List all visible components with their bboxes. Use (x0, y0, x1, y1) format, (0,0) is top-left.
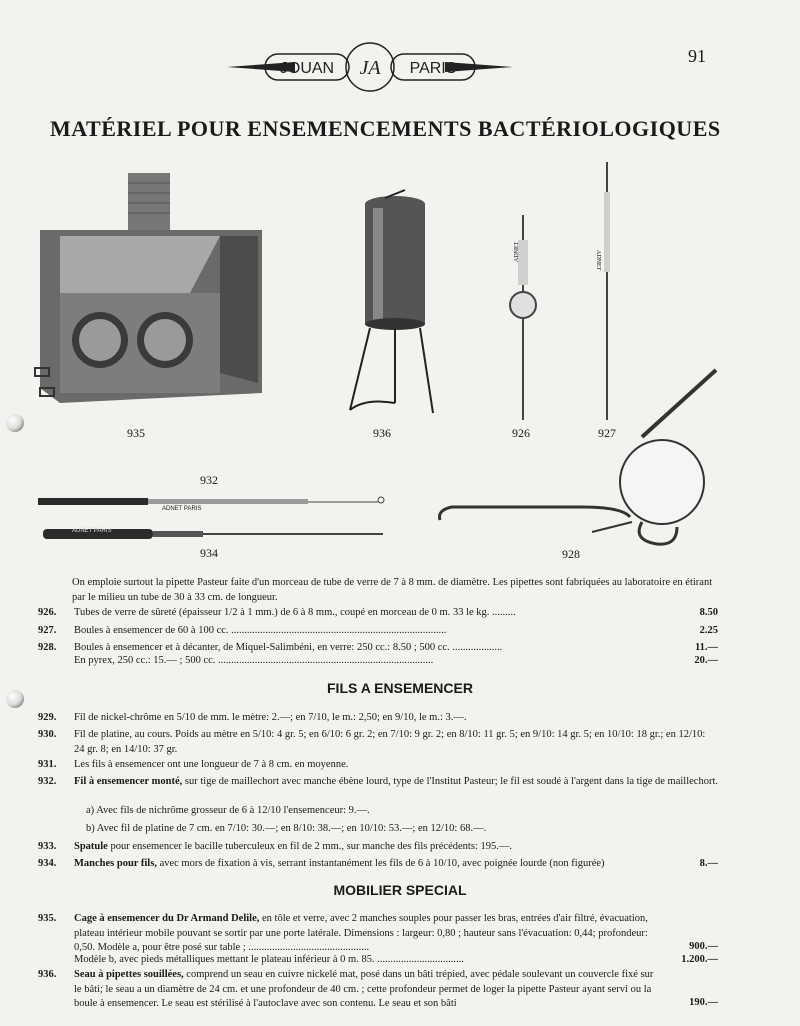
item-lead: Fil à ensemencer monté, (74, 776, 183, 787)
item-body: en tôle et verre, avec 2 manches souples pour passer les bras, entrées d'air filtré, évacuation, plateau intérieur mobile pouvant se sortir par une porte latérale. Dimensions : largeur: 0,80 ; hauteur sans l'évacuation: 0,44; profondeur: 0,50. Modèle a, pour être posé sur table ; .............................................. (74, 913, 648, 953)
section-heading-mobilier: MOBILIER SPECIAL (333, 882, 467, 898)
item-number: 932. (38, 776, 57, 787)
jouan-paris-logo (225, 40, 515, 94)
item-text (74, 857, 678, 872)
item-body: sur tige de maillechort avec manche ébène lourd, type de l'Institut Pasteur; le fil est soudé à l'argent dans la tige de maillechort. (182, 776, 718, 787)
item-number: 936. (38, 969, 57, 980)
item-price: 20.— (694, 655, 718, 666)
item-body: avec mors de fixation à vis, serrant instantanément les fils de 6 à 10/10, avec poignée lourde (non figurée) (156, 858, 605, 869)
adnet-paris-label-934: ADNET PARIS (72, 528, 112, 534)
item-lead: Spatule (74, 841, 108, 852)
intro-paragraph: On emploie surtout la pipette Pasteur faite d'un morceau de tube de verre de 7 à 8 mm. de diamètre. Les pipettes sont fabriquées au laboratoire en étirant par le milieu un tube de 30 à 33 cm. de longueur. (72, 577, 713, 603)
item-number: 934. (38, 858, 57, 869)
item-text: b) Avec fil de platine de 7 cm. en 7/10: 30.—; en 8/10: 38.—; en 10/10: 53.—; en 12/10: 68.—. (86, 823, 487, 834)
item-body: comprend un seau en cuivre nickelé mat, posé dans un bâti trépied, avec pédale soulevant un couvercle fixé sur le bâti; le seau a un diamètre de 24 cm. et une profondeur de 40 cm. ; cette profondeur permet de loger la pipette Pasteur ayant servi ou la boule à ensemencer. Le seau est stérilisé à l'autoclave avec son contenu. Le seau et son bâti (74, 969, 654, 1009)
item-text: Boules à ensemencer de 60 à 100 cc. .................................................................................. (74, 625, 447, 636)
figure-label-936: 936 (373, 426, 391, 440)
figure-label-932: 932 (200, 473, 218, 487)
item-lead: Cage à ensemencer du Dr Armand Delile, (74, 913, 260, 924)
item-text: Tubes de verre de sûreté (épaisseur 1/2 à 1 mm.) de 6 à 8 mm., coupé en morceau de 0 m. 33 le kg. ......... (74, 607, 516, 618)
item-text (74, 912, 656, 956)
item-price: 8.50 (699, 607, 718, 618)
page-number: 91 (688, 46, 706, 66)
item-lead: Manches pour fils, (74, 858, 157, 869)
figure-936-bucket-illustration (345, 188, 440, 418)
item-text: Modèle b, avec pieds métalliques mettant le plateau inférieur à 0 m. 85. ................................. (74, 954, 464, 965)
figure-label-926: 926 (512, 426, 530, 440)
figure-label-928: 928 (562, 547, 580, 561)
section-heading-fils: FILS A ENSEMENCER (327, 680, 473, 696)
adnet-label-926: ADNET (514, 241, 520, 262)
item-text: Boules à ensemencer et à décanter, de Miquel-Salimbéni, en verre: 250 cc.: 8.50 ; 500 cc. ................... (74, 642, 503, 653)
item-text (74, 968, 656, 1012)
item-text: a) Avec fils de nichrôme grosseur de 6 à 12/10 l'ensemenceur: 9.—. (86, 805, 370, 816)
item-number: 933. (38, 841, 57, 852)
item-price: 2.25 (699, 625, 718, 636)
item-price: 190.— (689, 997, 718, 1008)
adnet-paris-label-932: ADNET PARIS (162, 506, 202, 512)
figure-928-bulb-illustration (432, 362, 722, 552)
adnet-label-927: ADNET (595, 250, 601, 271)
item-number: 929. (38, 712, 57, 723)
figure-label-934: 934 (200, 546, 218, 560)
item-number: 928. (38, 642, 57, 653)
item-body: pour ensemencer le bacille tuberculeux en fil de 2 mm., sur manche des fils précédents: 195.—. (107, 841, 512, 852)
item-number: 926. (38, 607, 57, 618)
item-text: Fil de nickel-chrôme en 5/10 de mm. le mètre: 2.—; en 7/10, le m.: 2,50; en 9/10, le m.: 3.—. (74, 712, 467, 723)
brand-monogram: JA (359, 57, 381, 79)
item-price: 900.— (689, 941, 718, 952)
page-title: MATÉRIEL POUR ENSEMENCEMENTS BACTÉRIOLOGIQUES (50, 116, 721, 141)
brand-left: JOUAN (279, 60, 335, 77)
item-number: 930. (38, 729, 57, 740)
item-text (74, 775, 718, 790)
item-price: 1.200.— (681, 954, 718, 965)
item-text: En pyrex, 250 cc.: 15.— ; 500 cc. .................................................................................. (74, 655, 434, 666)
item-number: 935. (38, 913, 57, 924)
figure-935-cage-illustration (30, 168, 270, 413)
item-price: 8.— (699, 858, 718, 869)
figure-label-935: 935 (127, 426, 145, 440)
item-text (74, 840, 656, 855)
punch-hole (6, 414, 24, 432)
brand-right: PARIS (409, 60, 457, 77)
item-number: 931. (38, 759, 57, 770)
item-lead: Seau à pipettes souillées, (74, 969, 184, 980)
figure-932-loop-holder-illustration (38, 492, 388, 512)
item-text: Fil de platine, au cours. Poids au mètre en 5/10: 4 gr. 5; en 6/10: 6 gr. 2; en 7/10: 9 gr. 2; en 8/10: 11 gr. 5; en 9/10: 14 gr. 5; en 10/10: 18 gr.; en 12/10: 24 gr. 8; en 14/10: 37 gr. (74, 729, 706, 755)
item-text: Les fils à ensemencer ont une longueur de 7 à 8 cm. en moyenne. (74, 759, 349, 770)
figure-label-927: 927 (598, 426, 616, 440)
item-price: 11.— (694, 642, 718, 653)
item-number: 927. (38, 625, 57, 636)
